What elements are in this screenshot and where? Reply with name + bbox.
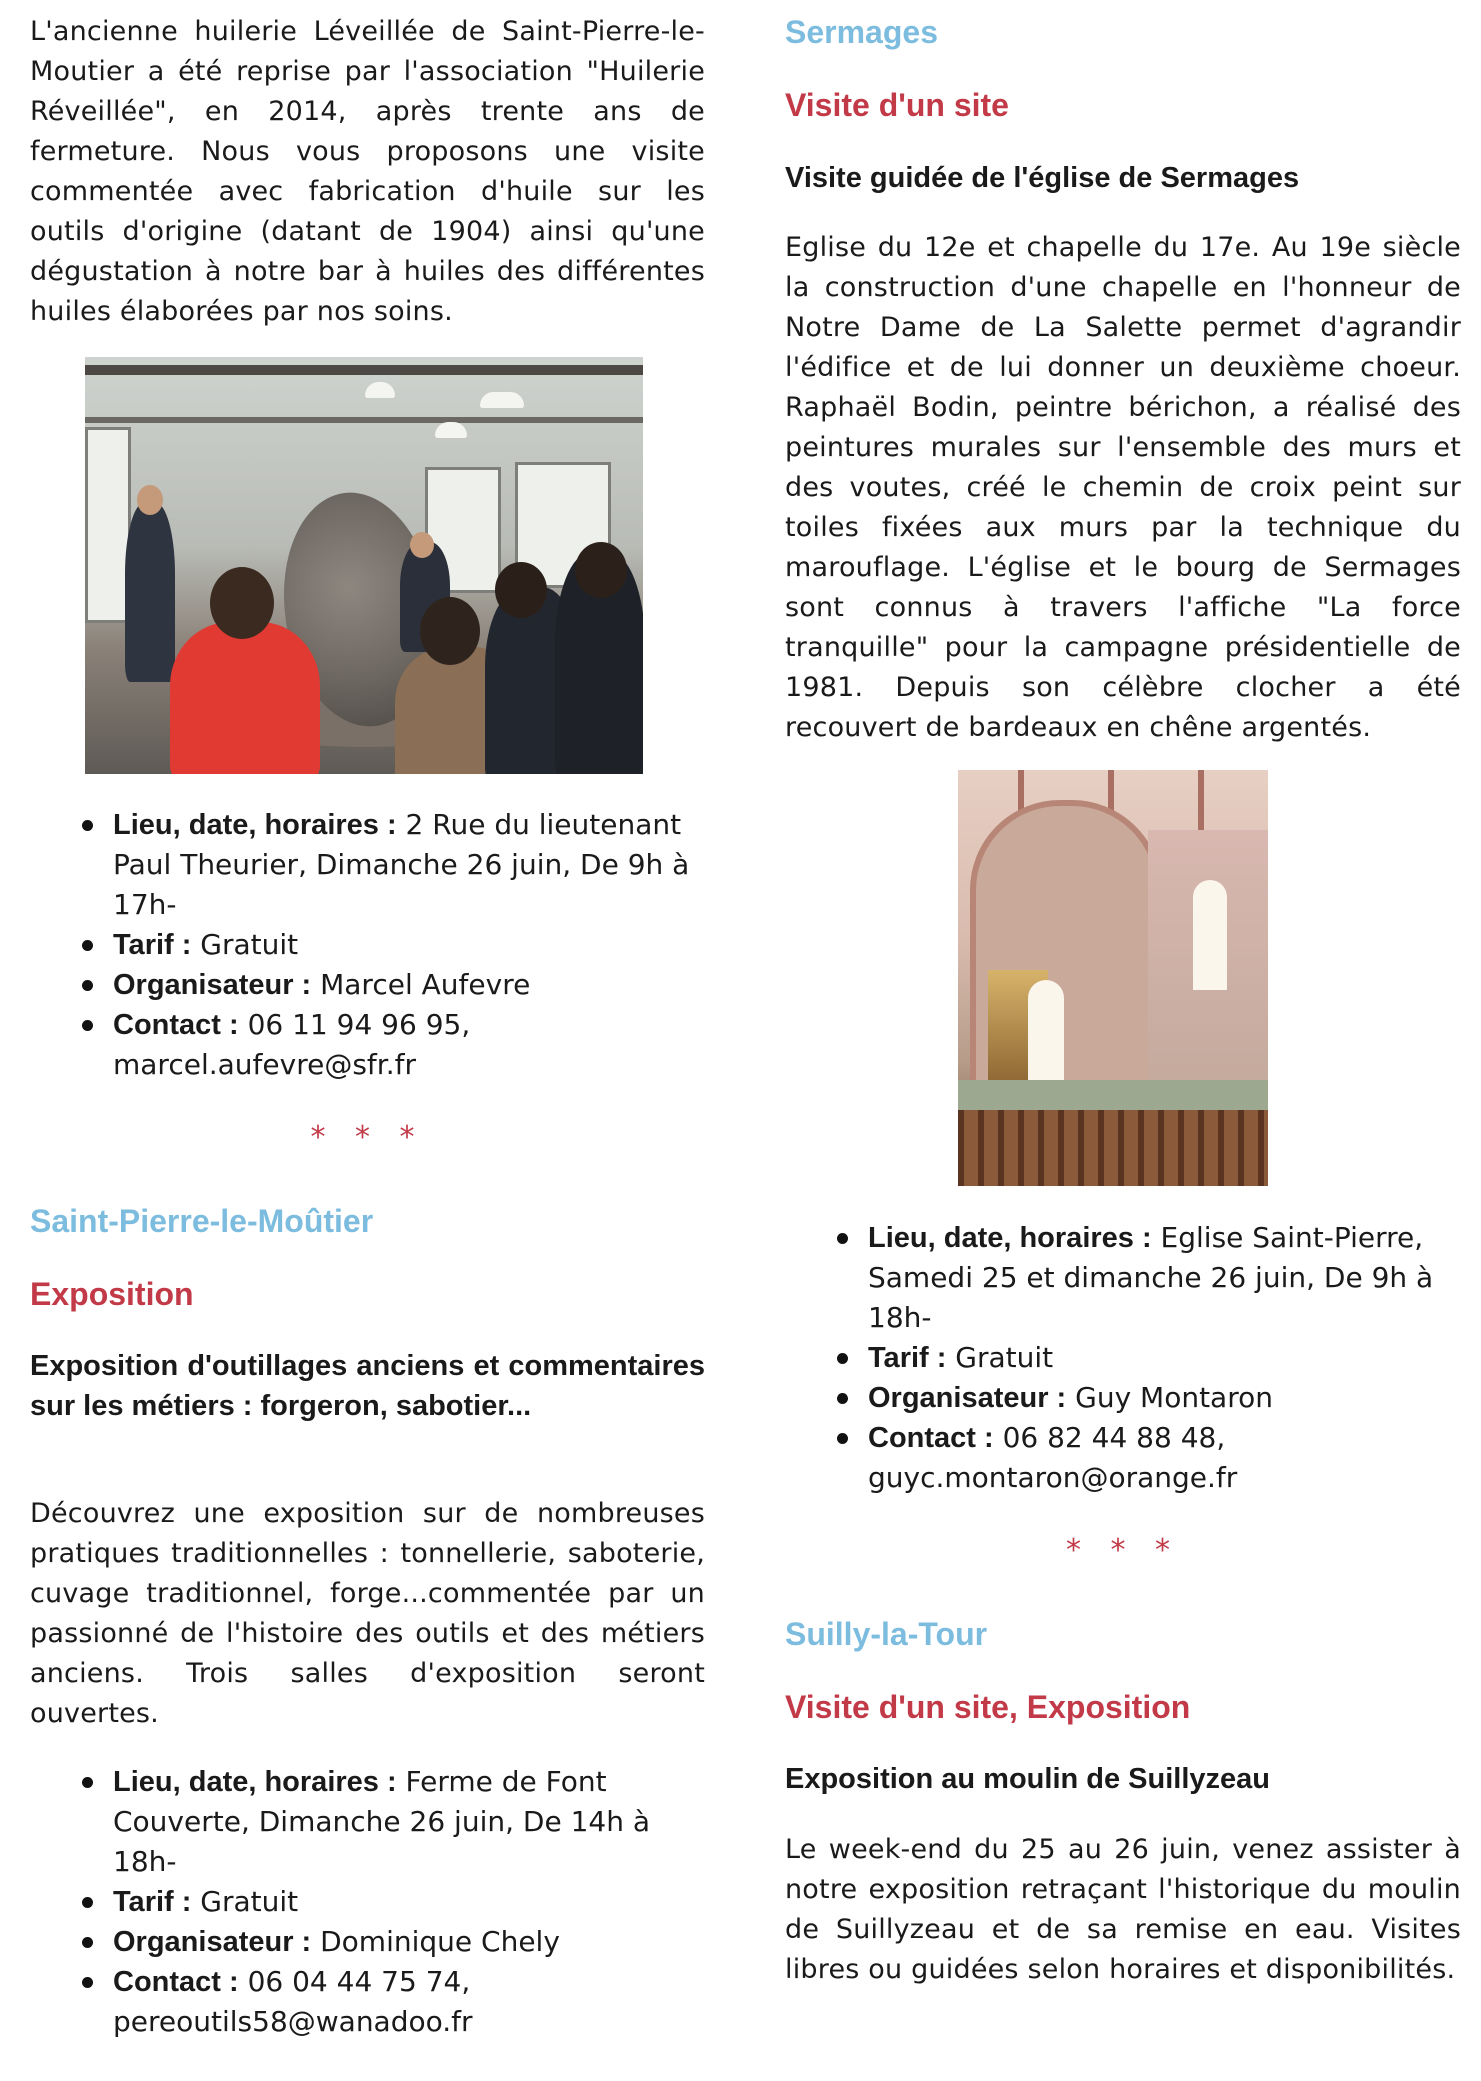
info-item-location: Lieu, date, horaires : Eglise Saint-Pierre, Samedi 25 et dimanche 26 juin, De 9h à 18h- [785,1218,1461,1338]
info-item-price: Tarif : Gratuit [30,925,705,965]
category-heading: Visite d'un site, Exposition [785,1689,1191,1725]
event-info-list-church [785,1218,1461,1498]
church-interior-photo [958,770,1268,1186]
info-item-contact: Contact : 06 04 44 75 74, pereoutils58@wanadoo.fr [30,1962,705,2042]
town-heading: Saint-Pierre-le-Moûtier [30,1203,374,1239]
intro-paragraph: L'ancienne huilerie Léveillée de Saint-Pierre-le-Moutier a été reprise par l'association "Huilerie Réveillée", en 2014, après trente ans de fermeture. Nous vous proposons une visite commentée avec fabrication d'huile sur les outils d'origine (datant de 1904) ainsi qu'une dégustation à notre bar à huiles des différentes huiles élaborées par nos soins. [30,16,705,327]
category-heading: Visite d'un site [785,87,1009,123]
info-item-contact: Contact : 06 82 44 88 48, guyc.montaron@orange.fr [785,1418,1461,1498]
oil-mill-photo [85,357,643,774]
event-info-list-oil-mill [30,805,705,1085]
info-item-location: Lieu, date, horaires : 2 Rue du lieutenant Paul Theurier, Dimanche 26 juin, De 9h à 17h- [30,805,705,925]
section-separator: * * * [1065,1533,1181,1568]
event-info-list-tools-exhibition [30,1762,705,2042]
info-item-organizer: Organisateur : Guy Montaron [785,1378,1461,1418]
town-heading: Sermages [785,14,938,50]
event-description: Le week-end du 25 au 26 juin, venez assister à notre exposition retraçant l'historique du moulin de Suillyzeau et de sa remise en eau. Visites libres ou guidées selon horaires et disponibilités. [785,1834,1461,1985]
event-title: Exposition au moulin de Suillyzeau [785,1763,1271,1795]
info-item-price: Tarif : Gratuit [785,1338,1461,1378]
info-item-location: Lieu, date, horaires : Ferme de Font Couverte, Dimanche 26 juin, De 14h à 18h- [30,1762,705,1882]
event-title: Visite guidée de l'église de Sermages [785,162,1300,194]
event-description: Eglise du 12e et chapelle du 17e. Au 19e siècle la construction d'une chapelle en l'honneur de Notre Dame de La Salette permet d'agrandir l'édifice et de lui donner un deuxième choeur. Raphaël Bodin, peintre bérichon, a réalisé des peintures murales sur l'ensemble des murs et des voutes, créé le chemin de croix peint sur toiles fixées aux murs par la technique du marouflage. L'église et le bourg de Sermages sont connus à travers l'affiche "La force tranquille" pour la campagne présidentielle de 1981. Depuis son célèbre clocher a été recouvert de bardeaux en chêne argentés. [785,232,1461,743]
event-description: Découvrez une exposition sur de nombreuses pratiques traditionnelles : tonnellerie, saboterie, cuvage traditionnel, forge...commentée par un passionné de l'histoire des outils et des métiers anciens. Trois salles d'exposition seront ouvertes. [30,1498,705,1729]
info-item-contact: Contact : 06 11 94 96 95, marcel.aufevre@sfr.fr [30,1005,705,1085]
event-title: Exposition d'outillages anciens et commentaires sur les métiers : forgeron, sabotier... [30,1350,705,1422]
section-separator: * * * [310,1120,425,1155]
town-heading: Suilly-la-Tour [785,1616,988,1652]
info-item-organizer: Organisateur : Dominique Chely [30,1922,705,1962]
info-item-organizer: Organisateur : Marcel Aufevre [30,965,705,1005]
category-heading: Exposition [30,1276,194,1312]
info-item-price: Tarif : Gratuit [30,1882,705,1922]
